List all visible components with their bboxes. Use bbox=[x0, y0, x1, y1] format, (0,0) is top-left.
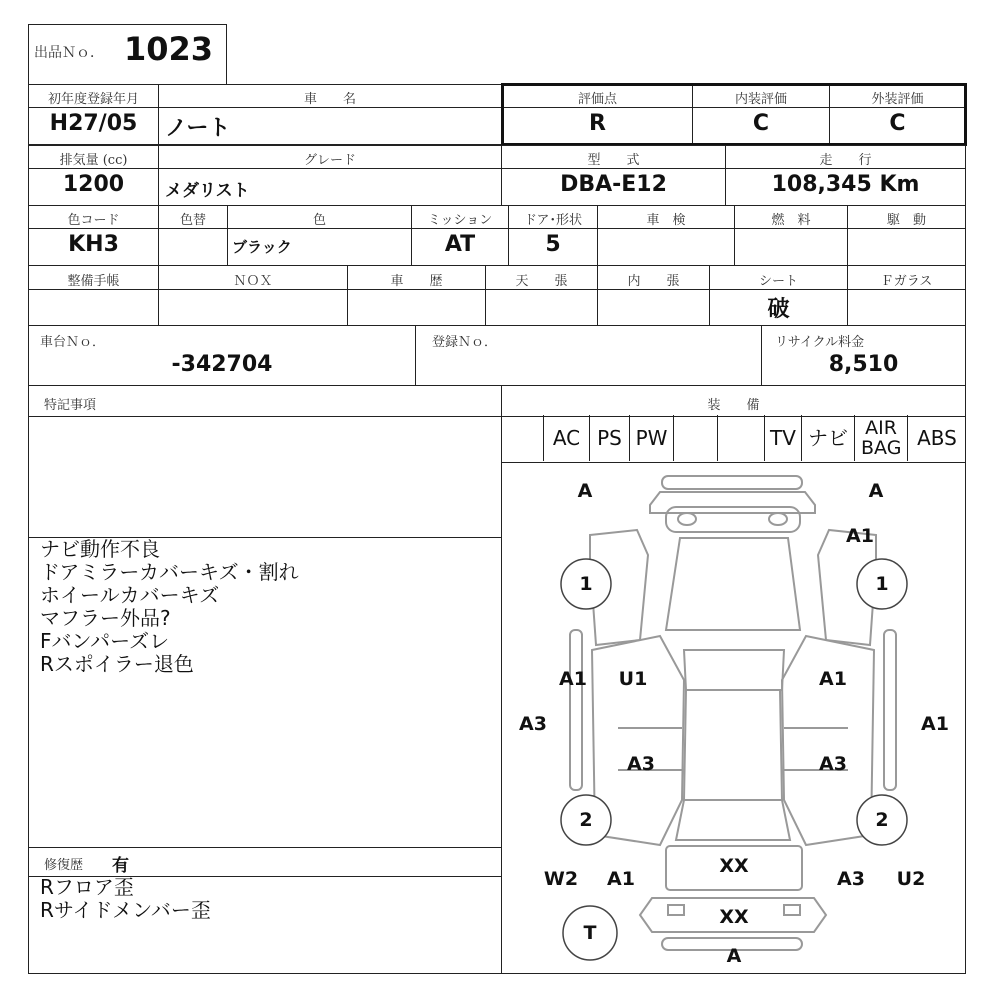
car-diagram bbox=[501, 462, 966, 974]
color-code-label: 色コード bbox=[67, 213, 120, 228]
note-line: マフラー外品? bbox=[40, 606, 171, 630]
fuel-cell bbox=[734, 228, 848, 266]
notes-label: 特記事項 bbox=[44, 398, 97, 413]
repair-header-cell bbox=[28, 847, 502, 877]
chassis-value: -342704 bbox=[171, 352, 273, 377]
damage-mark: 1 bbox=[579, 573, 593, 595]
model-value: DBA-E12 bbox=[560, 172, 667, 197]
damage-mark: A bbox=[726, 945, 742, 967]
equipment-slot bbox=[501, 415, 544, 461]
damage-mark: A3 bbox=[519, 713, 547, 735]
damage-mark: A3 bbox=[837, 868, 865, 890]
note-line: ドアミラーカバーキズ・割れ bbox=[40, 560, 299, 584]
recycle-label: リサイクル料金 bbox=[775, 335, 865, 350]
equipment-slot bbox=[674, 415, 718, 461]
equipment-label: 装 備 bbox=[707, 398, 760, 413]
equipment-airbag-label: AIR BAG bbox=[861, 417, 902, 459]
equipment-pw: PW bbox=[630, 415, 674, 461]
maintenance-label: 整備手帳 bbox=[67, 274, 120, 289]
model-label: 型 式 bbox=[587, 153, 640, 168]
note-line: Rスポイラー退色 bbox=[40, 652, 194, 676]
damage-mark: 2 bbox=[875, 809, 889, 831]
nox-label: ＮＯＸ bbox=[233, 274, 273, 289]
ceiling-label: 天 張 bbox=[515, 274, 568, 289]
recycle-value: 8,510 bbox=[828, 352, 899, 377]
damage-mark: W2 bbox=[543, 868, 579, 890]
fuel-label: 燃 料 bbox=[771, 213, 811, 228]
damage-mark: U1 bbox=[618, 668, 648, 690]
grade-score-label: 評価点 bbox=[577, 92, 617, 107]
mission-value: AT bbox=[444, 232, 476, 257]
damage-mark: 2 bbox=[579, 809, 593, 831]
car-name-value: ノート bbox=[165, 116, 231, 141]
history-label: 車 歴 bbox=[390, 274, 443, 289]
inspection-label: 車 検 bbox=[646, 213, 686, 228]
lot-number-label: 出品Ｎｏ． bbox=[34, 45, 104, 61]
mission-label: ミッション bbox=[427, 213, 493, 228]
door-label: ドア･形状 bbox=[523, 213, 583, 228]
damage-mark: XX bbox=[719, 855, 749, 877]
equipment-slot bbox=[718, 415, 765, 461]
history-cell bbox=[347, 289, 486, 326]
equipment-ac: AC bbox=[544, 415, 590, 461]
repaint-cell bbox=[158, 228, 228, 266]
notes-header-cell bbox=[28, 385, 502, 417]
first-registration-value: H27/05 bbox=[49, 111, 138, 136]
grade-value: メダリスト bbox=[165, 181, 250, 201]
repair-value: 有 bbox=[112, 856, 129, 876]
drive-cell bbox=[847, 228, 966, 266]
damage-mark: A1 bbox=[559, 668, 587, 690]
evaluation-frame bbox=[501, 83, 967, 146]
damage-mark: A bbox=[577, 480, 593, 502]
note-line: Fバンパーズレ bbox=[40, 629, 170, 653]
damage-mark: T bbox=[583, 922, 597, 944]
registration-label: 登録Ｎｏ． bbox=[432, 335, 498, 350]
seat-label: シート bbox=[758, 274, 798, 289]
fglass-label: Ｆガラス bbox=[880, 274, 933, 289]
note-line: ナビ動作不良 bbox=[40, 537, 160, 561]
color-code-value: KH3 bbox=[68, 232, 119, 257]
displacement-value: 1200 bbox=[62, 172, 125, 197]
maintenance-cell bbox=[28, 289, 159, 326]
year-label: 初年度登録年月 bbox=[47, 92, 139, 107]
damage-mark: A1 bbox=[846, 525, 874, 547]
equipment-abs: ABS bbox=[917, 426, 957, 450]
equipment-ps: PS bbox=[590, 415, 630, 461]
damage-mark: A3 bbox=[627, 753, 655, 775]
door-value: 5 bbox=[545, 232, 561, 257]
damage-mark: 1 bbox=[875, 573, 889, 595]
nox-cell bbox=[158, 289, 348, 326]
interior-value: C bbox=[752, 111, 770, 136]
mileage-value: 108,345 Km bbox=[771, 172, 920, 197]
grade-score-value: R bbox=[589, 111, 606, 136]
grade-label: グレード bbox=[303, 153, 356, 168]
damage-mark: XX bbox=[719, 906, 749, 928]
lot-number-value: 1023 bbox=[124, 30, 214, 68]
chassis-label: 車台Ｎｏ． bbox=[40, 335, 106, 350]
seat-value: 破 bbox=[767, 297, 790, 322]
interior-label: 内装評価 bbox=[734, 92, 787, 107]
color-label: 色 bbox=[312, 213, 326, 228]
interior-trim-cell bbox=[597, 289, 710, 326]
damage-mark: A1 bbox=[819, 668, 847, 690]
damage-mark: A bbox=[868, 480, 884, 502]
drive-label: 駆 動 bbox=[886, 213, 926, 228]
color-value: ブラック bbox=[232, 238, 292, 256]
exterior-label: 外装評価 bbox=[871, 92, 924, 107]
damage-mark: A3 bbox=[819, 753, 847, 775]
repair-line: Rサイドメンバー歪 bbox=[40, 898, 211, 922]
equipment-navi: ナビ bbox=[802, 415, 855, 461]
repair-line: Rフロア歪 bbox=[40, 875, 134, 899]
note-line: ホイールカバーキズ bbox=[40, 583, 220, 607]
damage-mark: U2 bbox=[896, 868, 926, 890]
damage-mark: A1 bbox=[921, 713, 949, 735]
repaint-label: 色替 bbox=[179, 213, 206, 228]
mileage-label: 走 行 bbox=[819, 153, 872, 168]
damage-mark: A1 bbox=[607, 868, 635, 890]
ceiling-cell bbox=[485, 289, 598, 326]
inspection-cell bbox=[597, 228, 735, 266]
name-label: 車 名 bbox=[303, 92, 356, 107]
repair-label: 修復歴 bbox=[44, 858, 84, 873]
equipment-tv: TV bbox=[765, 415, 802, 461]
displacement-label: 排気量 (cc) bbox=[59, 153, 128, 168]
exterior-value: C bbox=[889, 111, 906, 136]
equipment-airbag bbox=[855, 415, 908, 461]
fglass-cell bbox=[847, 289, 966, 326]
interior-trim-label: 内 張 bbox=[627, 274, 680, 289]
